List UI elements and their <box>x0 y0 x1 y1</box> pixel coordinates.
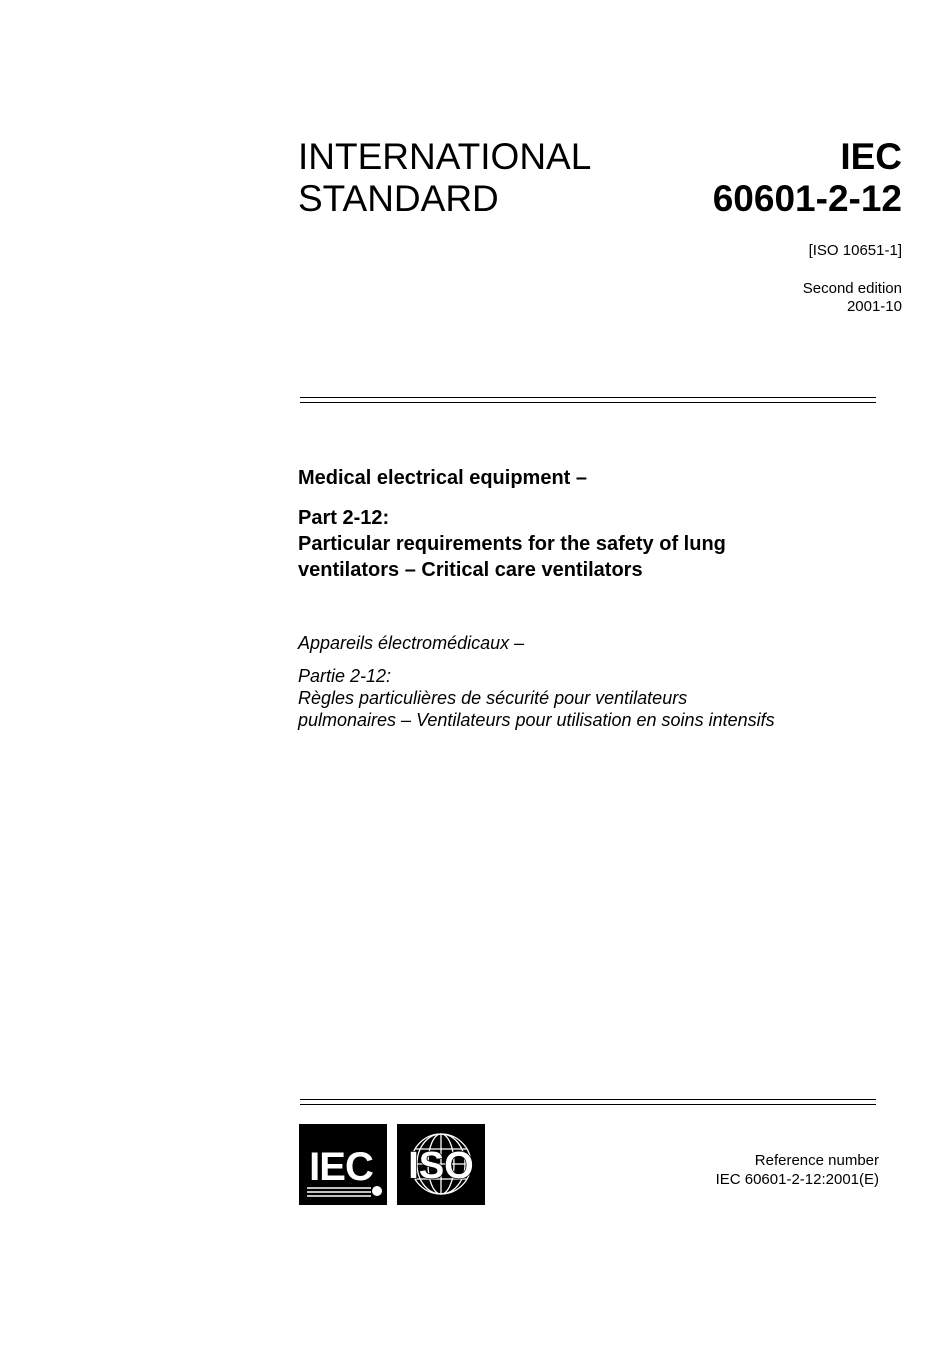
iso-logo-graphic <box>397 1124 485 1205</box>
english-title: Medical electrical equipment – <box>298 467 587 489</box>
iso-logo <box>397 1124 485 1205</box>
iec-logo-graphic <box>299 1124 387 1205</box>
english-subtitle-line-1: Particular requirements for the safety of lung <box>298 533 726 555</box>
iso-logo-text: ISO <box>408 1145 474 1187</box>
edition-label: Second edition <box>802 280 902 297</box>
bottom-divider-line-1 <box>300 1099 876 1100</box>
edition-date: 2001-10 <box>846 298 902 315</box>
french-title-block <box>298 632 918 731</box>
reference-value: IEC 60601-2-12:2001(E) <box>715 1171 879 1188</box>
bottom-divider-line-2 <box>300 1104 876 1105</box>
edition-info <box>803 280 902 316</box>
iec-logo-text: IEC <box>309 1145 373 1189</box>
english-part: Part 2-12: <box>298 507 390 529</box>
french-subtitle-line-2: pulmonaires – Ventilateurs pour utilisation en soins intensifs <box>298 710 775 730</box>
french-part: Partie 2-12: <box>298 666 392 686</box>
document-type-title <box>298 136 591 220</box>
top-divider-line-2 <box>300 402 876 403</box>
english-title-block <box>298 465 898 583</box>
english-subtitle-line-2: ventilators – Critical care ventilators <box>298 559 643 581</box>
standard-identifier <box>713 136 902 220</box>
iec-logo <box>299 1124 387 1205</box>
title-line-2: STANDARD <box>298 178 499 219</box>
french-subtitle-line-1: Règles particulières de sécurité pour ventilateurs <box>298 688 688 708</box>
iso-reference: [ISO 10651-1] <box>808 242 902 259</box>
top-divider-line-1 <box>300 397 876 398</box>
french-title: Appareils électromédicaux – <box>298 633 525 653</box>
standard-org: IEC <box>840 136 902 177</box>
standard-number: 60601-2-12 <box>712 178 902 219</box>
reference-label: Reference number <box>754 1152 879 1169</box>
title-line-1: INTERNATIONAL <box>298 136 592 177</box>
reference-number <box>716 1151 879 1189</box>
